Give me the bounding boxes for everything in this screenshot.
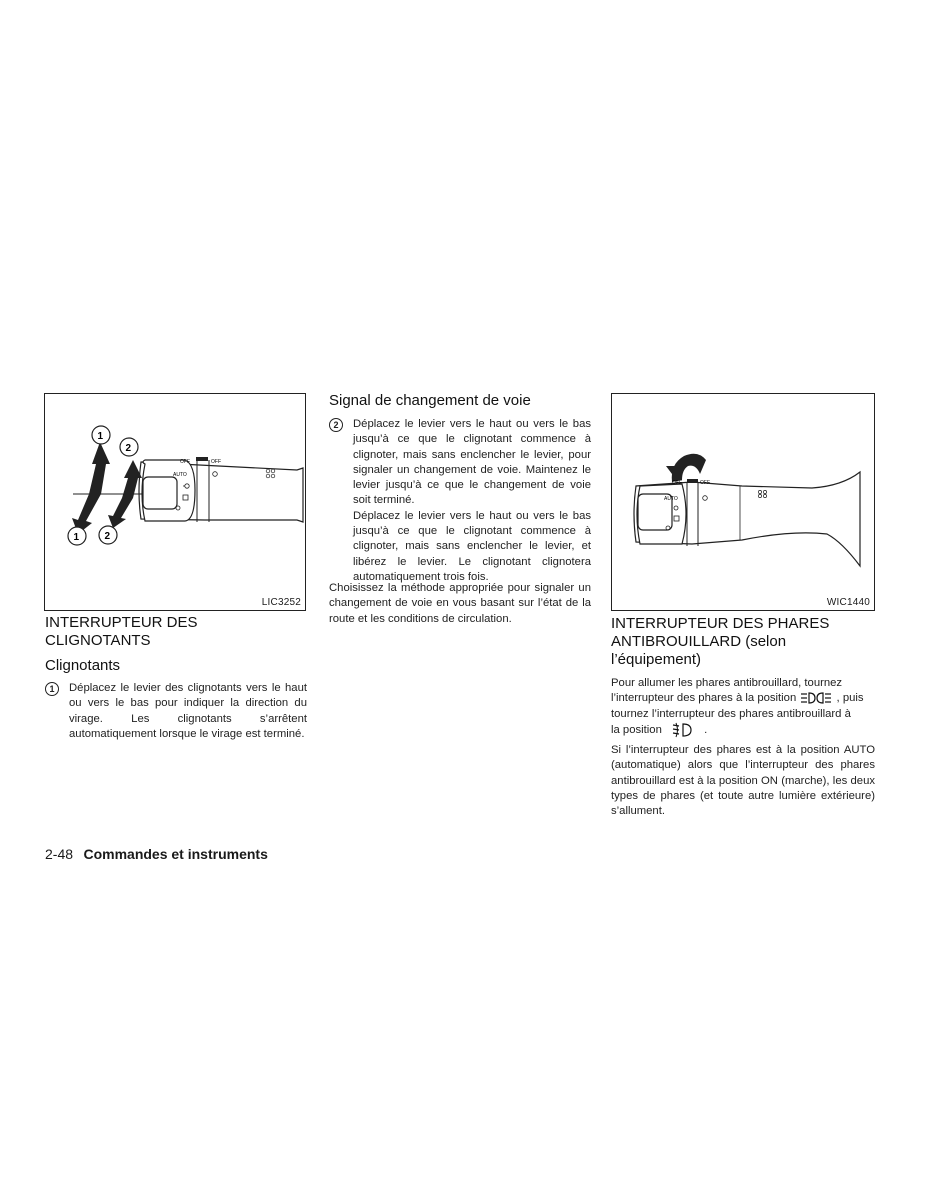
step-2-para-1: Déplacez le levier vers le haut ou vers le bas jusqu’à ce que le clignotant commence à clignoter, mais sans enclencher le levier, pour signaler un changement de voie. Maintenez le levier jusqu’à ce que le changement de voie soit terminé. <box>353 418 591 507</box>
step-2 <box>329 417 591 583</box>
lever-off-label-2: OFF <box>211 459 221 465</box>
callout-2-bottom: 2 <box>104 531 111 542</box>
callout-1-bottom: 1 <box>73 532 80 543</box>
lane-change-note: Choisissez la méthode appropriée pour signaler un changement de voie en vous basant sur l’état de la route et les conditions de circulation. <box>329 582 591 625</box>
headlight-position-icon <box>799 691 833 705</box>
turn-signal-lever-illustration <box>45 394 307 612</box>
step-1-text: Déplacez le levier des clignotants vers le haut ou vers le bas pour indiquer la direction du virage. Les clignotants s’arrêtent automatiquement lorsque le virage est terminé. <box>69 682 307 740</box>
fog-light-heading-line-2: ANTIBROUILLARD (selon <box>611 633 787 650</box>
lane-change-heading: Signal de changement de voie <box>329 392 531 409</box>
fog-light-heading-line-1: INTERRUPTEUR DES PHARES <box>611 615 830 632</box>
turn-signal-heading: INTERRUPTEUR DES CLIGNOTANTS <box>45 614 198 649</box>
lever-auto-label: AUTO <box>664 496 678 502</box>
step-number-2: 2 <box>329 418 343 432</box>
fog-light-para-2: Si l’interrupteur des phares est à la position AUTO (automatique) alors que l’interrupteur des phares antibrouillard est à la position ON (marche), les deux types de phares (et toute autre lumière extérieure) s’allument. <box>611 744 875 818</box>
section-title: Commandes et instruments <box>83 846 268 862</box>
lever-auto-label: AUTO <box>173 472 187 478</box>
fog-light-para-1 <box>611 676 875 738</box>
step-2-para-2: Déplacez le levier vers le haut ou vers le bas jusqu’à ce que le clignotant commence à clignoter, mais sans enclencher le levier, et libérez le levier. Le clignotant clignotera automatiquement trois fois. <box>353 509 591 583</box>
figure-code: WIC1440 <box>826 597 870 608</box>
lever-off-label-2: OFF <box>700 480 710 486</box>
fog-light-line-1: Pour allumer les phares antibrouillard, tournez <box>611 677 843 689</box>
fog-light-lever-illustration <box>612 394 876 612</box>
fog-light-line-3: tournez l’interrupteur des phares antibrouillard à <box>611 707 851 720</box>
front-fog-light-icon <box>671 722 697 738</box>
fog-light-heading <box>611 615 875 669</box>
arrow-1-up-down <box>72 442 110 534</box>
page-number: 2-48 <box>45 846 74 862</box>
lever-off-label-1: OFF <box>180 459 190 465</box>
fog-light-line-4-end: . <box>704 723 708 736</box>
callout-2-top: 2 <box>125 443 132 454</box>
fog-light-line-4: la position <box>611 723 662 736</box>
turn-signals-subheading: Clignotants <box>45 657 121 674</box>
figure-code: LIC3252 <box>261 597 301 608</box>
callout-1-top: 1 <box>97 431 104 442</box>
fog-light-line-2: l’interrupteur des phares à la position <box>611 692 797 705</box>
fog-light-figure <box>611 393 875 611</box>
fog-light-line-2-end: , puis <box>836 692 864 705</box>
step-1 <box>45 681 307 745</box>
turn-signal-figure <box>44 393 306 611</box>
page-footer <box>45 846 268 864</box>
lever-off-label-1: OFF <box>672 480 682 486</box>
step-number-1: 1 <box>45 682 59 696</box>
fog-light-heading-line-3: l’équipement) <box>611 651 702 668</box>
